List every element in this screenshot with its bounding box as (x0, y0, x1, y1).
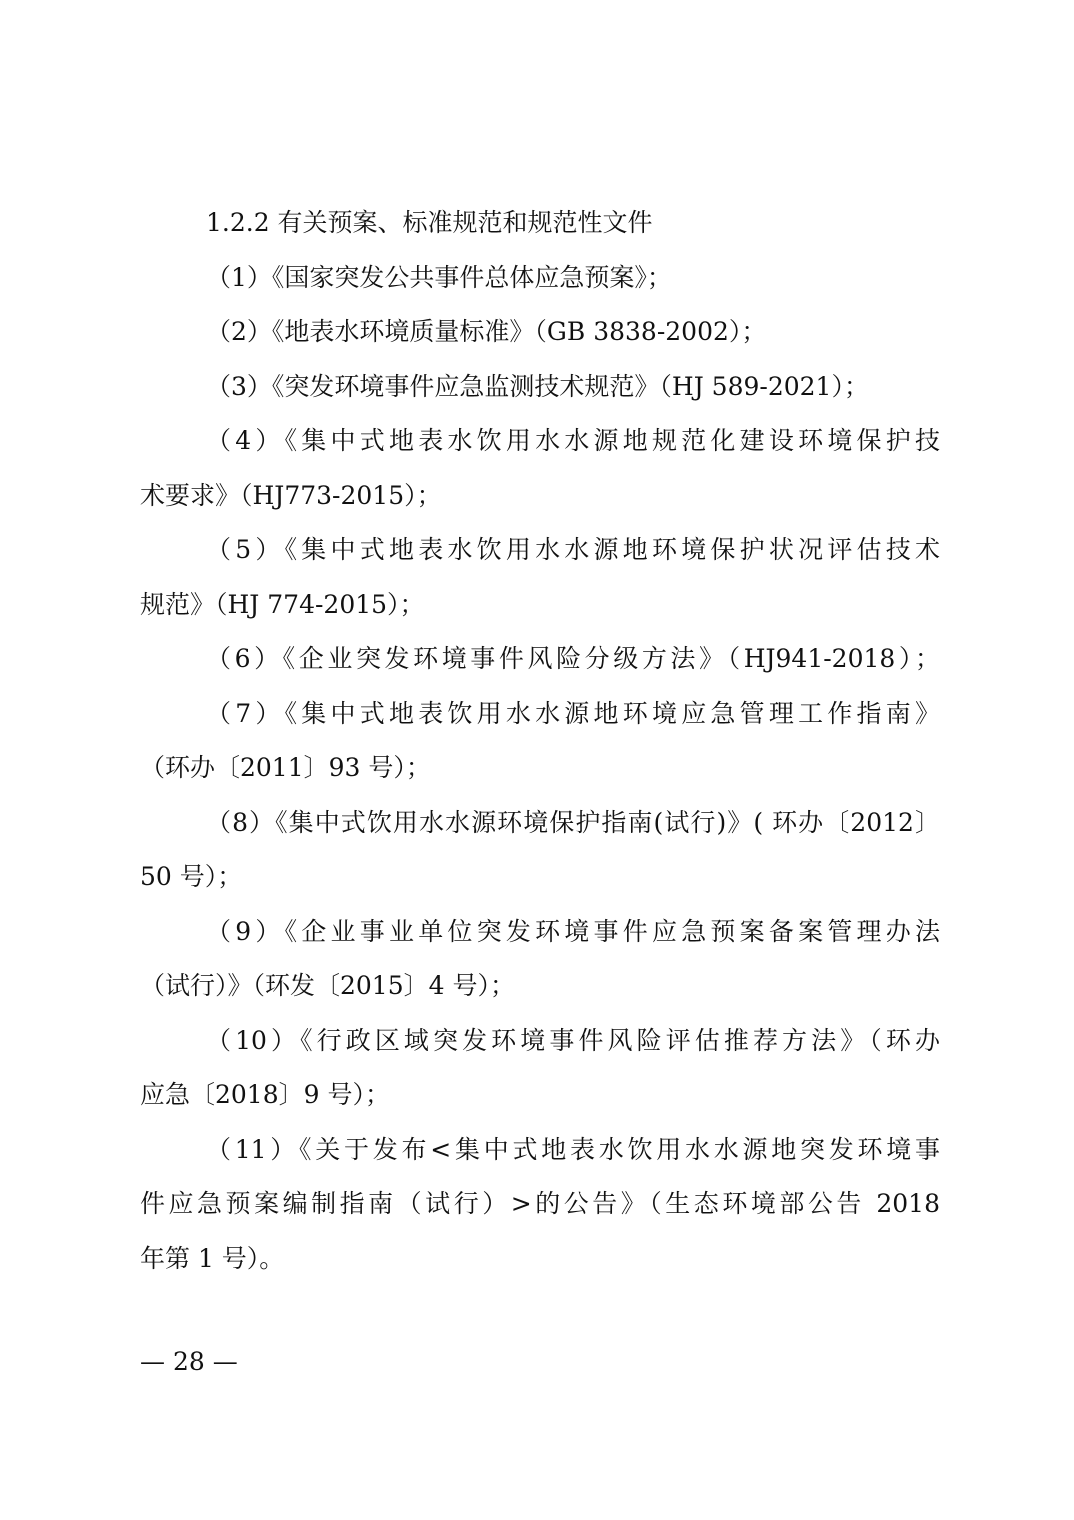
list-item-5-line-1: （5）《集中式地表水饮用水水源地环境保护状况评估技术 (206, 535, 940, 564)
list-item-7-line-2: （环办〔2011〕93 号）； (140, 753, 431, 782)
list-item-4-line-2: 术要求》（HJ773-2015）； (140, 480, 442, 510)
section-heading: 1.2.2 有关预案、标准规范和规范性文件 (206, 208, 653, 237)
list-item-9-line-1: （9）《企业事业单位突发环境事件应急预案备案管理办法 (206, 916, 940, 946)
list-item-11-line-1: （11）《关于发布<集中式地表水饮用水水源地突发环境事 (206, 1134, 940, 1164)
list-item-8-line-1: （8）《集中式饮用水水源环境保护指南(试行)》( 环办〔2012〕 (206, 807, 940, 837)
list-item-8-line-2: 50 号）； (140, 862, 243, 891)
list-item-5-line-2: 规范》（HJ 774-2015）； (140, 589, 425, 619)
list-item-7-line-1: （7）《集中式地表饮用水水源地环境应急管理工作指南》 (206, 698, 940, 728)
list-item-10-line-1: （10）《行政区域突发环境事件风险评估推荐方法》（环办 (206, 1025, 940, 1055)
list-item-2: （2）《地表水环境质量标准》（GB 3838-2002）； (206, 317, 767, 346)
list-item-11-line-3: 年第 1 号）。 (140, 1243, 285, 1273)
list-item-10-line-2: 应急〔2018〕9 号）； (140, 1080, 390, 1109)
list-item-3: （3）《突发环境事件应急监测技术规范》（HJ 589-2021）； (206, 371, 869, 401)
page-number: — 28 — (140, 1347, 238, 1376)
list-item-4-line-1: （4）《集中式地表水饮用水水源地规范化建设环境保护技 (206, 426, 940, 455)
list-item-1: （1）《国家突发公共事件总体应急预案》； (206, 262, 672, 292)
list-item-6: （6）《企业突发环境事件风险分级方法》（HJ941-2018）； (206, 644, 940, 673)
list-item-11-line-2: 件应急预案编制指南（试行）>的公告》（生态环境部公告 2018 (140, 1189, 940, 1218)
list-item-9-line-2: （试行）》（环发〔2015〕4 号）； (140, 971, 515, 1000)
document-body (140, 196, 940, 1286)
